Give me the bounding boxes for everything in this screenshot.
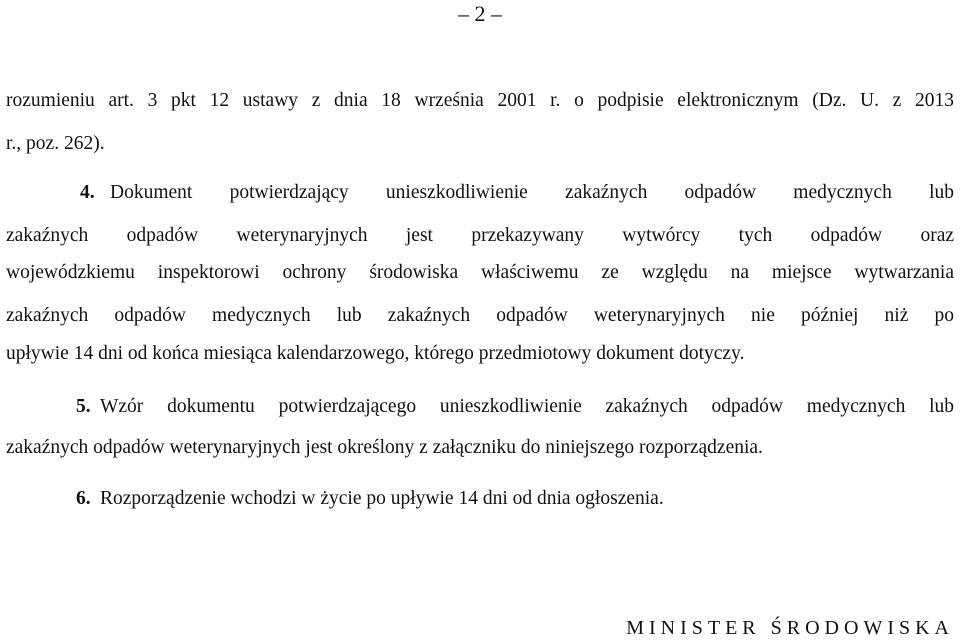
paragraph-line: r., poz. 262). [6, 133, 105, 154]
paragraph-line: upływie 14 dni od końca miesiąca kalendarzowego, którego przedmiotowy dokument dotyczy. [6, 343, 745, 364]
paragraph-number: 6. [76, 488, 91, 509]
paragraph-line: zakaźnych odpadów medycznych lub zakaźnych odpadów weterynaryjnych nie później niż po [6, 305, 954, 326]
paragraph-number: 4. [80, 182, 95, 203]
signature: MINISTER ŚRODOWISKA [626, 617, 954, 639]
page-number: – 2 – [458, 1, 502, 26]
paragraph-line: rozumieniu art. 3 pkt 12 ustawy z dnia 18 września 2001 r. o podpisie elektronicznym (Dz. U. z 2013 [6, 90, 954, 111]
paragraph-line: Wzór dokumentu potwierdzającego unieszkodliwienie zakaźnych odpadów medycznych lub [100, 396, 954, 417]
paragraph-line: Dokument potwierdzający unieszkodliwienie zakaźnych odpadów medycznych lub [110, 182, 954, 203]
paragraph-line: wojewódzkiemu inspektorowi ochrony środowiska właściwemu ze względu na miejsce wytwarzania [6, 262, 954, 283]
paragraph-number: 5. [76, 396, 91, 417]
paragraph-line: zakaźnych odpadów weterynaryjnych jest przekazywany wytwórcy tych odpadów oraz [6, 225, 954, 246]
paragraph-line: zakaźnych odpadów weterynaryjnych jest określony z załączniku do niniejszego rozporządzenia. [6, 437, 763, 458]
paragraph-line: Rozporządzenie wchodzi w życie po upływie 14 dni od dnia ogłoszenia. [100, 488, 664, 509]
